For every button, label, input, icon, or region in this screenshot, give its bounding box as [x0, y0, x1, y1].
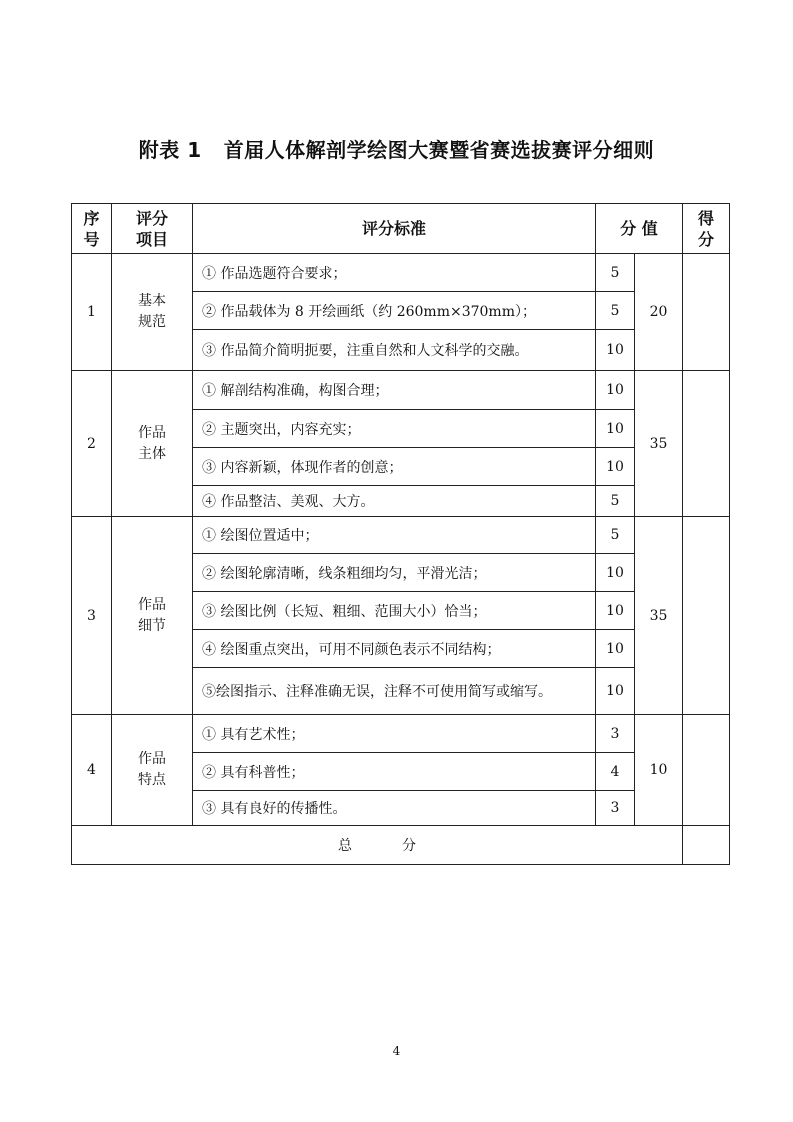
criterion-text: ① 作品选题符合要求； [193, 254, 596, 292]
criterion-points: 10 [596, 371, 635, 410]
table-row [72, 517, 730, 554]
criterion-points: 5 [596, 254, 635, 292]
score-cell[interactable] [683, 371, 730, 517]
criterion-text: ① 绘图位置适中； [193, 517, 596, 554]
header-row [72, 204, 730, 254]
criterion-points: 10 [596, 448, 635, 486]
criterion-points: 10 [596, 668, 635, 715]
group-total: 20 [635, 254, 683, 371]
page-number: 4 [392, 1044, 401, 1058]
group-seq: 3 [72, 517, 112, 715]
criterion-points: 5 [596, 486, 635, 517]
table-row [72, 371, 730, 410]
criterion-text: ② 具有科普性； [193, 753, 596, 791]
group-category: 作品 特点 [112, 715, 193, 826]
criterion-text: ④ 绘图重点突出，可用不同颜色表示不同结构； [193, 630, 596, 668]
group-total: 35 [635, 371, 683, 517]
criterion-text: ⑤绘图指示、注释准确无误，注释不可使用简写或缩写。 [193, 668, 596, 715]
criterion-points: 10 [596, 410, 635, 448]
criterion-text: ④ 作品整洁、美观、大方。 [193, 486, 596, 517]
header-seq: 序 号 [72, 204, 112, 254]
criterion-points: 10 [596, 554, 635, 592]
group-seq: 4 [72, 715, 112, 826]
criterion-text: ② 主题突出，内容充实； [193, 410, 596, 448]
criterion-text: ① 解剖结构准确，构图合理； [193, 371, 596, 410]
header-value: 分 值 [596, 204, 683, 254]
criterion-points: 10 [596, 630, 635, 668]
header-score: 得 分 [683, 204, 730, 254]
criterion-text: ③ 具有良好的传播性。 [193, 791, 596, 826]
group-seq: 2 [72, 371, 112, 517]
criterion-text: ② 绘图轮廓清晰，线条粗细均匀，平滑光洁； [193, 554, 596, 592]
group-category: 基本 规范 [112, 254, 193, 371]
criterion-text: ① 具有艺术性； [193, 715, 596, 753]
group-category: 作品 主体 [112, 371, 193, 517]
criterion-points: 4 [596, 753, 635, 791]
criterion-text: ③ 内容新颖，体现作者的创意； [193, 448, 596, 486]
header-criteria: 评分标准 [193, 204, 596, 254]
criterion-points: 5 [596, 292, 635, 330]
group-total: 35 [635, 517, 683, 715]
criterion-points: 3 [596, 715, 635, 753]
criterion-text: ③ 作品简介简明扼要，注重自然和人文科学的交融。 [193, 330, 596, 371]
score-cell[interactable] [683, 715, 730, 826]
total-score-cell[interactable] [683, 826, 730, 865]
table-row [72, 715, 730, 753]
criterion-points: 10 [596, 592, 635, 630]
scoring-table [71, 203, 730, 865]
title-prefix: 附表 1 [138, 138, 202, 162]
total-label: 总 分 [72, 826, 683, 865]
score-cell[interactable] [683, 517, 730, 715]
table-row [72, 254, 730, 292]
criterion-text: ② 作品载体为 8 开绘画纸（约 260mm×370mm）； [193, 292, 596, 330]
total-row [72, 826, 730, 865]
group-seq: 1 [72, 254, 112, 371]
criterion-points: 3 [596, 791, 635, 826]
score-cell[interactable] [683, 254, 730, 371]
criterion-points: 10 [596, 330, 635, 371]
title-text: 首届人体解剖学绘图大赛暨省赛选拔赛评分细则 [223, 138, 655, 162]
criterion-points: 5 [596, 517, 635, 554]
criterion-text: ③ 绘图比例（长短、粗细、范围大小）恰当； [193, 592, 596, 630]
header-item: 评分 项目 [112, 204, 193, 254]
page-title [0, 134, 793, 163]
group-total: 10 [635, 715, 683, 826]
group-category: 作品 细节 [112, 517, 193, 715]
